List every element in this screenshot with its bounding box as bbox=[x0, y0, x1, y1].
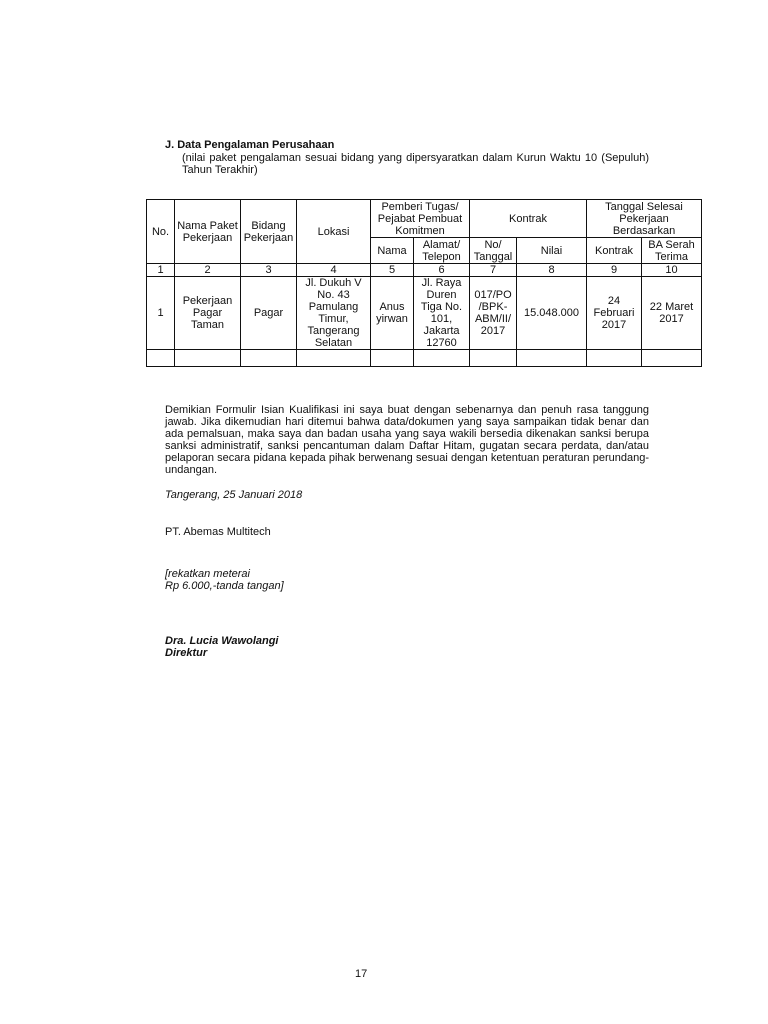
table-cell: 24 Februari 2017 bbox=[587, 277, 642, 350]
table-cell bbox=[414, 350, 470, 367]
header-ba-serah: BA Serah Terima bbox=[642, 238, 702, 264]
table-cell bbox=[297, 350, 371, 367]
column-number: 7 bbox=[470, 264, 517, 277]
experience-table bbox=[146, 199, 702, 367]
header-no: No. bbox=[147, 200, 175, 264]
table-cell: Anus yirwan bbox=[371, 277, 414, 350]
table-cell bbox=[147, 350, 175, 367]
table-cell bbox=[241, 350, 297, 367]
column-number-row bbox=[147, 264, 702, 277]
place-date: Tangerang, 25 Januari 2018 bbox=[165, 489, 303, 501]
column-number: 2 bbox=[175, 264, 241, 277]
header-no-tanggal: No/ Tanggal bbox=[470, 238, 517, 264]
table-cell bbox=[587, 350, 642, 367]
column-number: 6 bbox=[414, 264, 470, 277]
stamp-line: Rp 6.000,-tanda tangan] bbox=[165, 580, 284, 592]
header-lokasi: Lokasi bbox=[297, 200, 371, 264]
column-number: 1 bbox=[147, 264, 175, 277]
signer-title: Direktur bbox=[165, 647, 208, 659]
column-number: 5 bbox=[371, 264, 414, 277]
table-cell bbox=[517, 350, 587, 367]
header-nama: Nama bbox=[371, 238, 414, 264]
table-cell: 15.048.000 bbox=[517, 277, 587, 350]
header-pemberi-tugas: Pemberi Tugas/ Pejabat Pembuat Komitmen bbox=[371, 200, 470, 238]
header-nama-paket: Nama Paket Pekerjaan bbox=[175, 200, 241, 264]
stamp-placeholder bbox=[165, 568, 284, 592]
header-alamat: Alamat/ Telepon bbox=[414, 238, 470, 264]
header-bidang: Bidang Pekerjaan bbox=[241, 200, 297, 264]
table-cell: Jl. Raya Duren Tiga No. 101, Jakarta 12760 bbox=[414, 277, 470, 350]
table-cell: 017/PO /BPK-ABM/II/ 2017 bbox=[470, 277, 517, 350]
table-cell bbox=[175, 350, 241, 367]
table-cell: Pekerjaan Pagar Taman bbox=[175, 277, 241, 350]
table-cell: 22 Maret 2017 bbox=[642, 277, 702, 350]
header-tanggal-selesai: Tanggal Selesai Pekerjaan Berdasarkan bbox=[587, 200, 702, 238]
table-cell: Jl. Dukuh V No. 43 Pamulang Timur, Tangerang Selatan bbox=[297, 277, 371, 350]
header-kontrak-sub: Kontrak bbox=[587, 238, 642, 264]
table-cell bbox=[470, 350, 517, 367]
column-number: 4 bbox=[297, 264, 371, 277]
column-number: 3 bbox=[241, 264, 297, 277]
column-number: 8 bbox=[517, 264, 587, 277]
section-title: J. Data Pengalaman Perusahaan bbox=[165, 139, 335, 151]
stamp-line: [rekatkan meterai bbox=[165, 568, 250, 580]
header-nilai: Nilai bbox=[517, 238, 587, 264]
table-cell bbox=[642, 350, 702, 367]
table-cell: Pagar bbox=[241, 277, 297, 350]
closing-paragraph: Demikian Formulir Isian Kualifikasi ini saya buat dengan sebenarnya dan penuh rasa tanggung jawab. Jika dikemudian hari ditemui bahwa data/dokumen yang saya sampaikan tidak benar dan ada pemalsuan, maka saya dan badan usaha yang saya wakili bersedia dikenakan sanksi berupa sanksi administratif, sanksi pencantuman dalam Daftar Hitam, gugatan secara perdata, dan/atau pelaporan secara pidana kepada pihak berwenang sesuai dengan ketentuan peraturan perundang-undangan. bbox=[165, 404, 649, 476]
section-note: (nilai paket pengalaman sesuai bidang yang dipersyaratkan dalam Kurun Waktu 10 (Sepuluh) Tahun Terakhir) bbox=[182, 152, 649, 176]
header-kontrak: Kontrak bbox=[470, 200, 587, 238]
column-number: 9 bbox=[587, 264, 642, 277]
column-number: 10 bbox=[642, 264, 702, 277]
table-row bbox=[147, 350, 702, 367]
table-row bbox=[147, 277, 702, 350]
page-number: 17 bbox=[355, 968, 368, 980]
company-name: PT. Abemas Multitech bbox=[165, 526, 271, 538]
table-cell: 1 bbox=[147, 277, 175, 350]
table-cell bbox=[371, 350, 414, 367]
signer-name: Dra. Lucia Wawolangi bbox=[165, 635, 279, 647]
